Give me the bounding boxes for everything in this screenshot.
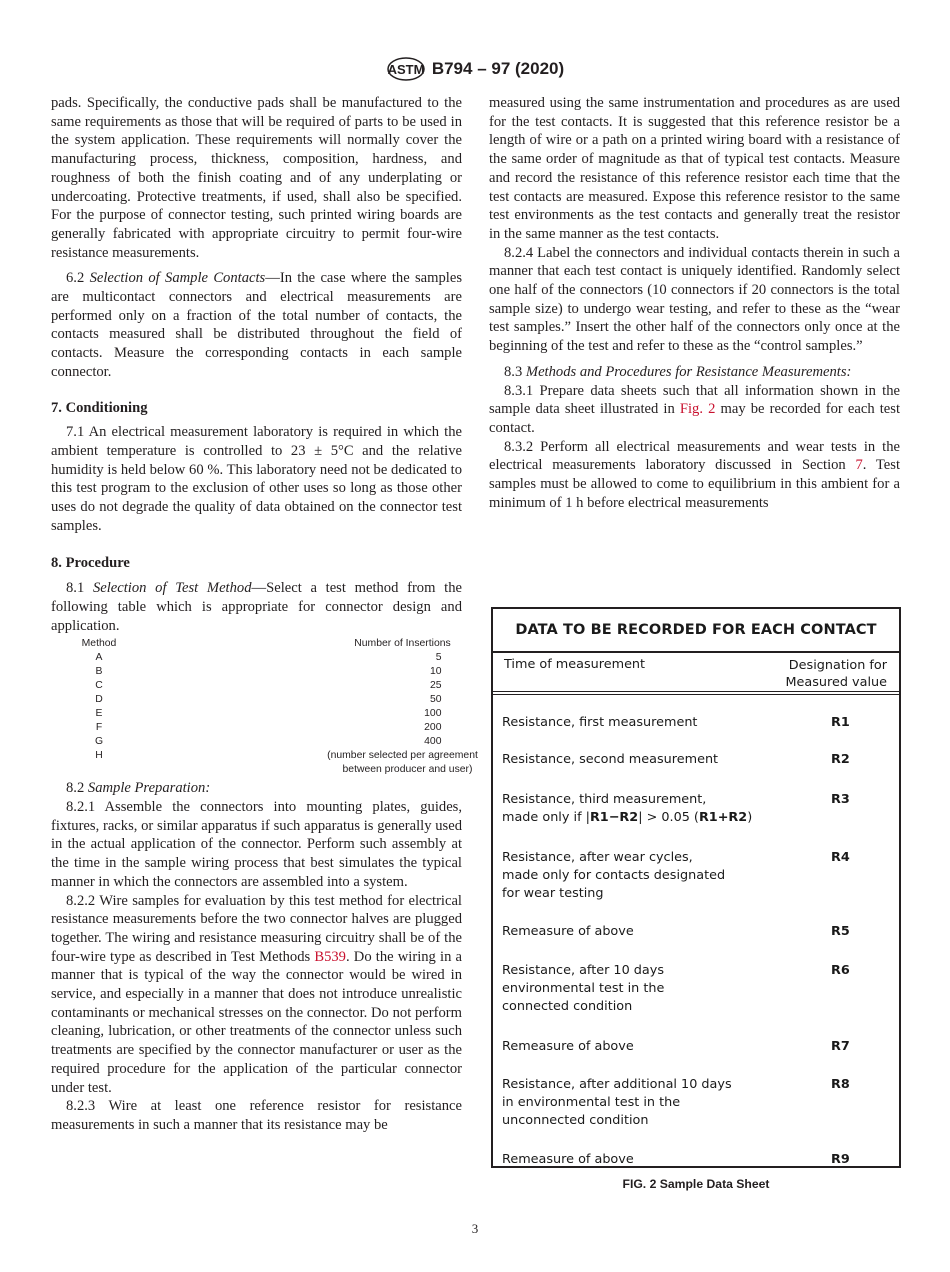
table-row: G 400 — [94, 736, 442, 748]
figure-2-link[interactable]: Fig. 2 — [679, 401, 716, 418]
table-row: A 5 — [95, 652, 442, 664]
table-header-row: Method Number of Insertions — [81, 638, 451, 650]
section-title: Methods and Procedures for Resistance Measurements: — [525, 363, 852, 380]
table-row: H (number selected per agreement — [95, 750, 478, 762]
section-8-2: 8.2 Sample Preparation: — [66, 780, 211, 797]
section-7-link[interactable]: 7 — [855, 457, 863, 474]
column-header-designation: Designation for Measured value — [785, 658, 887, 690]
left-column — [51, 94, 478, 1135]
section-7-1: 7.1 An electrical measurement laboratory is required in which the ambient temperature is controlled to 23 ± 5°C and the relative humidity is held below 60 %. This laboratory need not be dedicated to this test program to the exclusion of other uses so long as those other uses do not degrade the quality of data obtained on the connector test samples. — [51, 424, 462, 534]
method-table — [51, 637, 478, 777]
table-row: B 10 — [95, 666, 442, 678]
section-title: Sample Preparation: — [87, 780, 211, 797]
section-8-3-1: 8.3.1 Prepare data sheets such that all information shown in the sample data sheet illustrated in Fig. 2 may be recorded for each test contact. — [489, 382, 900, 436]
section-8-3: 8.3 Methods and Procedures for Resistance Measurements: — [504, 363, 852, 380]
r3-condition: made only if |R1−R2| > 0.05 (R1+R2) — [502, 810, 753, 825]
section-6-2: 6.2 Selection of Sample Contacts—In the case where the samples are multicontact connectors and electrical measurements are performed only on a fraction of the total number of contacts, the contacts measured shall be distributed throughout the field of contacts. Measure the corresponding contacts in each sample connector. — [51, 270, 463, 380]
right-column — [489, 94, 900, 512]
standard-designation: B794 – 97 (2020) — [431, 59, 565, 78]
table-row: C 25 — [95, 680, 442, 692]
reference-link-b539[interactable]: B539 — [314, 948, 346, 965]
page-header — [0, 56, 950, 87]
section-title: Selection of Sample Contacts — [89, 270, 266, 287]
section-8-2-4: 8.2.4 Label the connectors and individual contacts therein in such a manner that each test contact is uniquely identified. Randomly select one half of the connectors (10 connectors if 20 connectors is the total sample size) to undergo wear testing, and refer to these as the “wear test samples.” Insert the other half of the connectors only once at the beginning of the test and refer to these as the “control samples.” — [489, 244, 900, 355]
figure-column-headers — [493, 653, 899, 695]
figure-title: DATA TO BE RECORDED FOR EACH CONTACT — [493, 609, 899, 653]
table-row: D 50 — [95, 694, 442, 706]
table-row: between producer and user) — [342, 764, 473, 776]
table-row: F 200 — [95, 722, 442, 734]
section-8-2-3-continued: measured using the same instrumentation and procedures as are used for the test contacts. It is suggested that this reference resistor be a length of wire or a path on a printed wiring board with a resistance of the same order of magnitude as that of typical test contacts. Measure and record the resistance of this reference resistor each time that the test contacts are measured. Expose this reference resistor to the same test environments as the test contacts and generally treat the resistor in the same manner as the test contacts. — [489, 95, 900, 242]
table-row: E 100 — [95, 708, 442, 720]
section-heading-procedure: 8. Procedure — [51, 555, 130, 572]
section-title: Selection of Test Method — [92, 580, 252, 597]
astm-logo-icon — [386, 56, 426, 82]
section-8-2-1: 8.2.1 Assemble the connectors into mounting plates, guides, fixtures, racks, or similar apparatus if such apparatus is generally used in the actual application of the connector. Perform such assembly at the time in the sample wiring process that best simulates the typical manner in which the connectors are assembled into a system. — [51, 798, 462, 890]
section-8-1: 8.1 Selection of Test Method—Select a test method from the following table which is appropriate for connector design and application. — [51, 580, 462, 634]
page-number: 3 — [471, 1221, 479, 1236]
column-header-time: Time of measurement — [504, 657, 646, 672]
svg-text:ASTM: ASTM — [387, 62, 425, 77]
section-8-3-2: 8.3.2 Perform all electrical measurements and wear tests in the electrical measurements laboratory discussed in Section 7. Test samples must be allowed to come to equilibrium in this ambient for a minimum of 1 h before electrical measurements — [489, 438, 901, 511]
section-8-2-2: 8.2.2 Wire samples for evaluation by this test method for electrical resistance measurements before the two connector halves are plugged together. The wiring and resistance measuring circuitry shall be of the four-wire type as described in Test Methods B539. Do the wiring in a manner that is typical of the way the connector would be wired in service, and especially in a manner that does not introduce unrealistic contaminants or mechanical stresses on the connector. Do not perform cleaning, lubrication, or other treatments of the connector unless such treatments are specified by the connector manufacturer or user as the required procedure for the application of the particular connector under test. — [51, 892, 462, 1096]
sample-data-sheet-figure: DATA TO BE RECORDED FOR EACH CONTACT Time of measurement Designation for Measured value Resistance, first measurement R1 Resistance, second measurement R2 Resistance, third measurement, made only if |R1−R2| > 0.05 (R1+R2) R3 Resistance, after wear cycles, made only for contacts designated for wear testing R4 Remeasure of above R5 Resistance, after 10 days environmental test in the connected condition R6 Remeasure of above R7 Resistance, after additional 10 days in environmental test in the unconnected condition R8 Remeasure of above R9 — [491, 607, 901, 1168]
section-heading-conditioning: 7. Conditioning — [51, 399, 148, 416]
paragraph-continued: pads. Specifically, the conductive pads shall be manufactured to the same requirements as those that will be required of parts to be used in the system application. These requirements will normally cover the manufacturing process, thickness, composition, hardness, and roughness of both the finish coating and of any underplating or undercoating. Protective treatments, if used, shall also be specified. For the purpose of connector testing, such printed wiring boards are generally fabricated with appropriate circuitry to permit four-wire resistance measurements. — [51, 95, 462, 261]
figure-caption: FIG. 2 Sample Data Sheet — [622, 1177, 770, 1191]
section-8-2-3-start: 8.2.3 Wire at least one reference resistor for resistance measurements in such a manner that its resistance may be — [51, 1098, 462, 1133]
